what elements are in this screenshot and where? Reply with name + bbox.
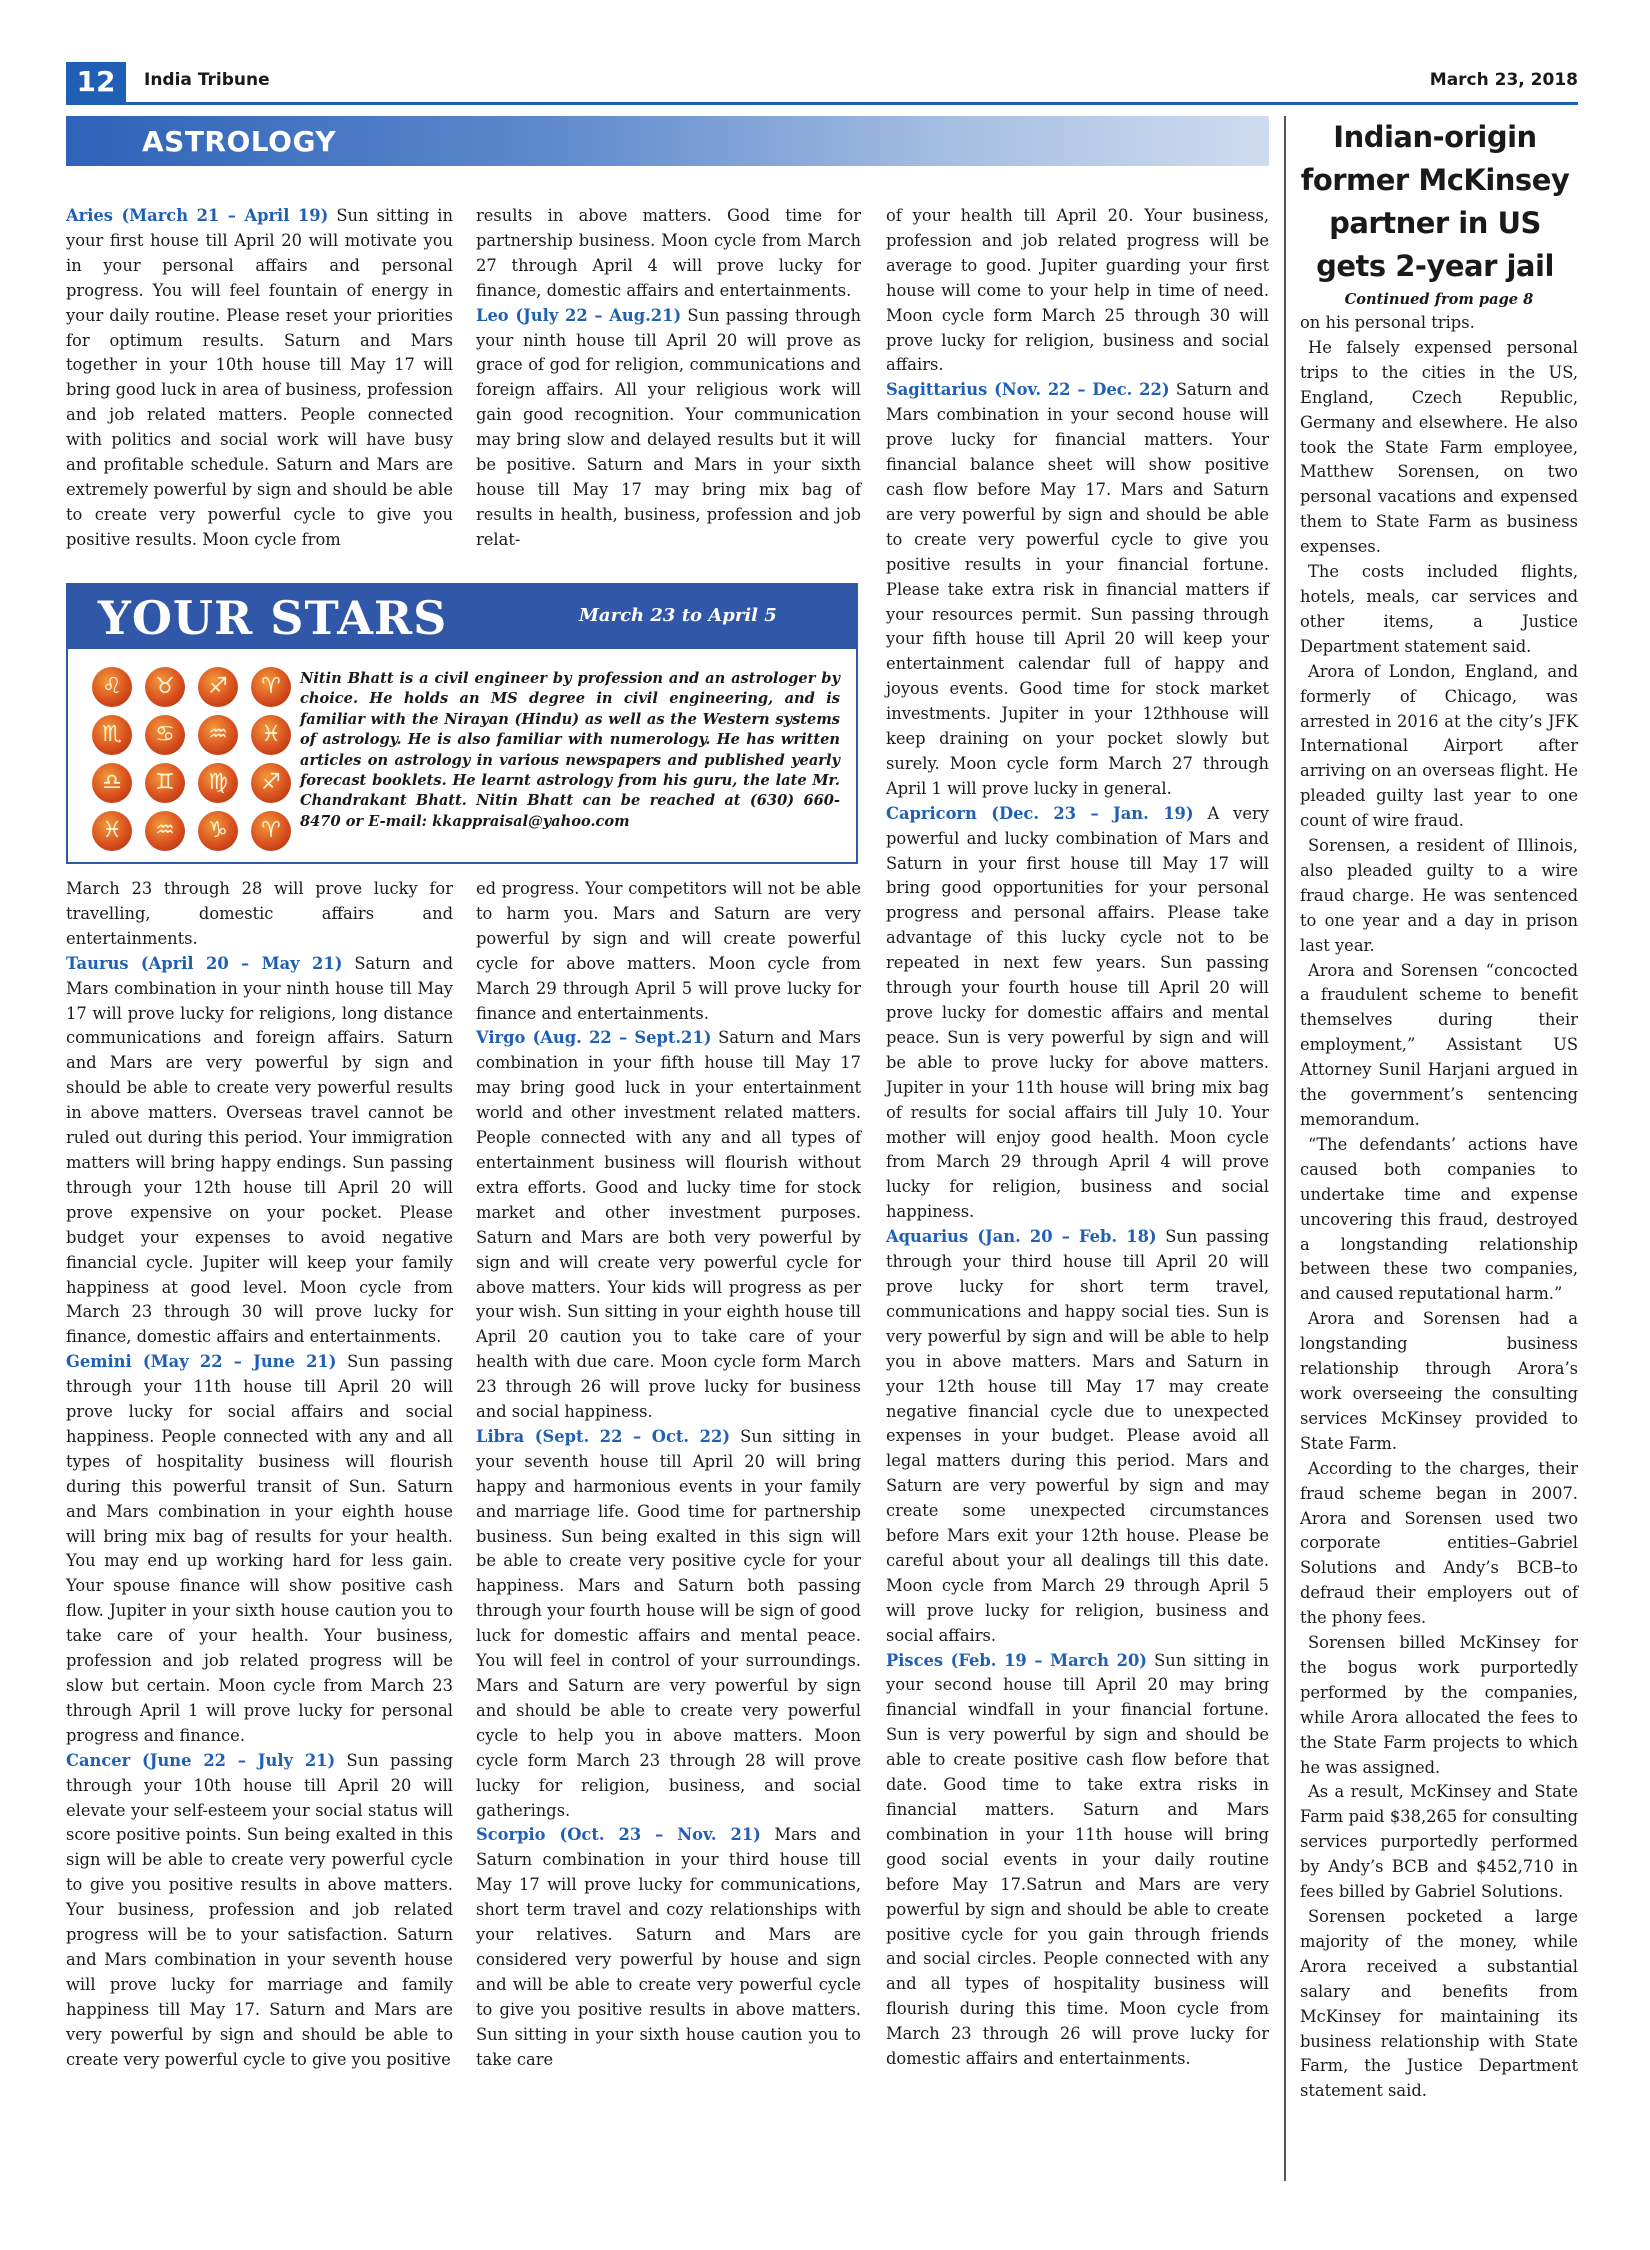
section-title: ASTROLOGY [142,125,337,158]
zodiac-icon-grid [92,667,292,851]
astrology-column-2-bottom [476,877,861,2073]
capricorn-heading: Capricorn (Dec. 23 – Jan. 19) [886,803,1194,823]
zodiac-cancer-icon: ♋ [145,715,185,755]
zodiac-scorpio-icon: ♏ [92,715,132,755]
news-paragraph: Arora and Sorensen had a longstanding business relationship through Arora’s work overseeing the consulting services McKinsey provided to State Farm. [1300,1309,1578,1453]
news-paragraph: Sorensen billed McKinsey for the bogus work purportedly performed by the companies, while Arora allocated the fees to the State Farm projects to which he was assigned. [1300,1633,1578,1777]
news-paragraph: According to the charges, their fraud scheme began in 2007. Arora and Sorensen used two corporate entities–Gabriel Solutions and Andy’s BCB–to defraud their employers out of the phony fees. [1300,1458,1578,1628]
pisces-text: Sun sitting in your second house till April 20 may bring financial windfall in your financial fortune. Sun is very powerful by sign and should be able to create positive cash flow before that date. Good time to take extra risks in financial matters. Saturn and Mars combination in your 11th house will bring good social events in your daily routine before May 17.Satrun and Mars are very powerful by sign and should be able to create positive cycle for you gain through friends and social circles. People connected with any and all types of hospitality business will flourish during this time. Moon cycle from March 23 through 26 will prove lucky for domestic affairs and entertainments. [886,1650,1269,2069]
section-banner [66,116,1269,166]
sagittarius-text: Saturn and Mars combination in your second house will prove lucky for financial matters. Your financial balance sheet will show positive cash flow before May 17. Mars and Saturn are very powerful by sign and should be able to create very powerful cycle to give you positive results in your financial fortune. Please take extra risk in financial matters if your resources permit. Sun passing through your fifth house till April 20 will keep your entertainment calendar full of happy and joyous events. Good time for stock market investments. Jupiter in your 12thhouse will keep draining on your pocket slowly but surely. Moon cycle form March 27 through April 1 will prove lucky in general. [886,380,1269,798]
publication-name: India Tribune [144,70,270,90]
zodiac-sagittarius-2-icon: ♐ [251,763,291,803]
your-stars-title: YOUR STARS [98,591,448,645]
cancer-text-cont: results in above matters. Good time for partnership business. Moon cycle from March 27 through April 4 will prove lucky for finance, domestic affairs and entertainments. [476,206,861,300]
header-rule [66,102,1578,105]
leo-text-cont: ed progress. Your competitors will not be able to harm you. Mars and Saturn are very powerful by sign and will create powerful cycle for above matters. Moon cycle from March 29 through April 5 will prove lucky for finance and entertainments. [476,879,861,1023]
cancer-heading: Cancer (June 22 – July 21) [66,1750,336,1770]
news-paragraph: As a result, McKinsey and State Farm paid $38,265 for consulting services purportedly performed by Andy’s BCB and $452,710 in fees billed by Gabriel Solutions. [1300,1782,1578,1902]
zodiac-pisces-2-icon: ♓ [92,811,132,851]
scorpio-text: Mars and Saturn combination in your third house till May 17 will prove lucky for communications, short term travel and cozy relationships with your relatives. Saturn and Mars are considered very powerful by house and sign and will be able to create very powerful cycle to give you positive results in above matters. Sun sitting in your sixth house caution you to take care [476,1825,861,2069]
news-continued-label: Continued from page 8 [1344,291,1534,308]
libra-text: Sun sitting in your seventh house till April 20 will bring happy and harmonious events in your family and marriage life. Good time for partnership business. Sun being exalted in this sign will be able to create very positive cycle for your happiness. Mars and Saturn both passing through your fourth house will be sign of good luck for domestic affairs and mental peace. You will feel in control of your surroundings. Mars and Saturn are very powerful by sign and should be able to create very powerful cycle to help you in above matters. Moon cycle form March 23 through 28 will prove lucky for religion, business, and social gatherings. [476,1426,862,1820]
zodiac-leo-icon: ♌ [92,667,132,707]
virgo-text: Saturn and Mars combination in your fifth house till May 17 may bring good luck in your entertainment world and other investment related matters. People connected with any and all types of entertainment business will flourish without extra efforts. Good and lucky time for stock market and other investment purposes. Saturn and Mars are both very powerful by sign and will create very powerful cycle for above matters. Your kids will progress as per your wish. Sun sitting in your eighth house till April 20 caution you to take care of your health with due care. Moon cycle form March 23 through 26 will prove lucky for business and social happiness. [476,1028,861,1422]
astrologer-bio: Nitin Bhatt is a civil engineer by profession and an astrologer by choice. He holds an MS degree in civil engineering, and is familiar with the Nirayan (Hindu) as well as the Western systems of astrology. He is also familiar with numerology. He has written articles on astrology in various newspapers and published yearly forecast booklets. He learnt astrology from his guru, the late Mr. Chandrakant Bhatt. Nitin Bhatt can be reached at (630) 660-8470 or E-mail: kkappraisal@yahoo.com [300,670,840,830]
zodiac-virgo-icon: ♍ [198,763,238,803]
zodiac-gemini-icon: ♊ [145,763,185,803]
leo-text: Sun passing through your ninth house till April 20 will prove as grace of god for religion, communications and foreign affairs. All your religious work will gain good recognition. Your communication may bring slow and delayed results but it will be positive. Saturn and Mars in your sixth house till May 17 may bring mix bag of results in health, business, profession and job relat- [476,305,861,549]
zodiac-pisces-icon: ♓ [251,715,291,755]
gemini-heading: Gemini (May 22 – June 21) [66,1352,337,1372]
zodiac-taurus-icon: ♉ [145,667,185,707]
aries-text-cont: March 23 through 28 will prove lucky for travelling, domestic affairs and entertainments. [66,879,453,948]
taurus-text: Saturn and Mars combination in your ninth house till May 17 will prove lucky for religions, long distance communications and foreign affairs. Saturn and Mars are very powerful by sign and should be able to create very powerful results in above matters. Overseas travel cannot be ruled out during this period. Your immigration matters will bring happy endings. Sun passing through your 12th house till April 20 will prove expensive on your pocket. Please budget your expenses to avoid negative financial cycle. Jupiter will keep your family happiness at good level. Moon cycle from March 23 through 30 will prove lucky for finance, domestic affairs and entertainments. [66,953,453,1347]
astrology-column-1-top [66,204,453,553]
news-body [1300,311,1578,2104]
leo-heading: Leo (July 22 – Aug.21) [476,305,682,325]
sagittarius-heading: Sagittarius (Nov. 22 – Dec. 22) [886,380,1170,400]
zodiac-aries-icon: ♈ [251,667,291,707]
scorpio-text-cont: of your health till April 20. Your business, profession and job related progress will be average to good. Jupiter guarding your first house will come to your help in time of need. Moon cycle form March 25 through 30 will prove lucky for religion, business and social affairs. [886,206,1269,375]
libra-heading: Libra (Sept. 22 – Oct. 22) [476,1426,731,1446]
astrology-column-1-bottom [66,877,453,2073]
aries-text: Sun sitting in your first house till April 20 will motivate you in your personal affairs and personal progress. You will feel fountain of energy in your daily routine. Please reset your priorities for optimum results. Saturn and Mars together in your 10th house till May 17 will bring good luck in area of business, profession and job related matters. People connected with politics and social work will have busy and profitable schedule. Saturn and Mars are extremely powerful by sign and should be able to create very powerful cycle to give you positive results. Moon cycle from [66,206,453,549]
your-stars-bar [68,585,856,649]
taurus-heading: Taurus (April 20 – May 21) [66,953,343,973]
zodiac-aquarius-2-icon: ♒ [145,811,185,851]
aquarius-heading: Aquarius (Jan. 20 – Feb. 18) [886,1227,1157,1247]
page-header [66,62,1578,102]
news-paragraph: He falsely expensed personal trips to the cities in the US, England, Czech Republic, Germany and elsewhere. He also took the State Farm employee, Matthew Sorensen, on two personal vacations and expensed them to State Farm as business expenses. [1300,337,1578,557]
news-paragraph: Sorensen pocketed a large majority of the money, while Arora received a substantial salary and benefits from McKinsey for maintaining its business relationship with State Farm, the Justice Department statement said. [1300,1907,1578,2101]
column-divider [1284,116,1286,2181]
news-headline: Indian-origin former McKinsey partner in US gets 2-year jail [1300,120,1570,283]
news-paragraph: “The defendants’ actions have caused both companies to undertake time and expense uncovering this fraud, destroyed a longstanding relationship between these two companies, and caused reputational harm.” [1300,1134,1578,1304]
zodiac-capricorn-icon: ♑ [198,811,238,851]
zodiac-libra-icon: ♎ [92,763,132,803]
issue-date: March 23, 2018 [1429,70,1578,90]
cancer-text: Sun passing through your 10th house till April 20 will elevate your self-esteem your social status will score positive points. Sun being exalted in this sign will be able to create very powerful cycle to give you positive results in above matters. Your business, profession and job related progress will be to your satisfaction. Saturn and Mars combination in your seventh house will prove lucky for marriage and family happiness till May 17. Saturn and Mars are very powerful by sign and should be able to create very powerful cycle to give you positive [66,1750,453,2069]
zodiac-sagittarius-icon: ♐ [198,667,238,707]
your-stars-dates: March 23 to April 5 [579,605,777,626]
zodiac-aquarius-icon: ♒ [198,715,238,755]
zodiac-aries-2-icon: ♈ [251,811,291,851]
pisces-heading: Pisces (Feb. 19 – March 20) [886,1650,1148,1670]
news-paragraph: Arora and Sorensen “concocted a fraudulent scheme to benefit themselves during their employment,” Assistant US Attorney Sunil Harjani argued in the government’s sentencing memorandum. [1300,960,1578,1129]
news-paragraph: Sorensen, a resident of Illinois, also pleaded guilty to a wire fraud charge. He was sentenced to one year and a day in prison last year. [1300,836,1578,955]
news-paragraph: on his personal trips. [1300,313,1475,332]
aquarius-text: Sun passing through your third house till April 20 will prove lucky for short term travel, communications and happy social ties. Sun is very powerful by sign and will be able to help you in above matters. Mars and Saturn in your 12th house till May 17 may create negative financial cycle due to unexpected expenses in your budget. Please avoid all legal matters during this period. Mars and Saturn are very powerful by sign and may create some unexpected circumstances before Mars exit your 12th house. Please be careful about your all dealings till this date. Moon cycle from March 29 through April 5 will prove lucky for religion, business and social affairs. [886,1227,1269,1645]
news-paragraph: Arora of London, England, and formerly of Chicago, was arrested in 2016 at the city’s JFK International Airport after arriving on an overseas flight. He pleaded guilty last year to one count of wire fraud. [1300,661,1578,831]
capricorn-text: A very powerful and lucky combination of Mars and Saturn in your first house till May 17 will bring good opportunities for your personal progress and personal affairs. Please take advantage of this lucky cycle not to be repeated in next few years. Sun passing through your fourth house till April 20 will prove lucky for domestic affairs and mental peace. Sun is very powerful by sign and will be able to prove lucky for above matters. Jupiter in your 11th house will bring mix bag of results for social affairs till July 10. Your mother will enjoy good health. Moon cycle from March 29 through April 4 will prove lucky for religion, business and social happiness. [886,803,1269,1222]
virgo-heading: Virgo (Aug. 22 – Sept.21) [476,1028,712,1048]
your-stars-box [66,583,858,864]
gemini-text: Sun passing through your 11th house till April 20 will prove lucky for social affairs and social happiness. People connected with any and all types of hospitality business will flourish during this powerful transit of Sun. Saturn and Mars combination in your eighth house will bring mix bag of results for your health. You may end up working hard for less gain. Your spouse finance will show positive cash flow. Jupiter in your sixth house caution you to take care of your health. Your business, profession and job related progress will be slow but certain. Moon cycle from March 23 through April 1 will prove lucky for personal progress and finance. [66,1352,453,1745]
page-number: 12 [66,62,126,102]
aries-heading: Aries (March 21 – April 19) [66,206,329,225]
astrology-column-2-top [476,204,861,553]
scorpio-heading: Scorpio (Oct. 23 – Nov. 21) [476,1825,761,1845]
astrology-column-3 [886,204,1269,2072]
news-paragraph: The costs included flights, hotels, meals, car services and other items, a Justice Department statement said. [1300,562,1578,656]
